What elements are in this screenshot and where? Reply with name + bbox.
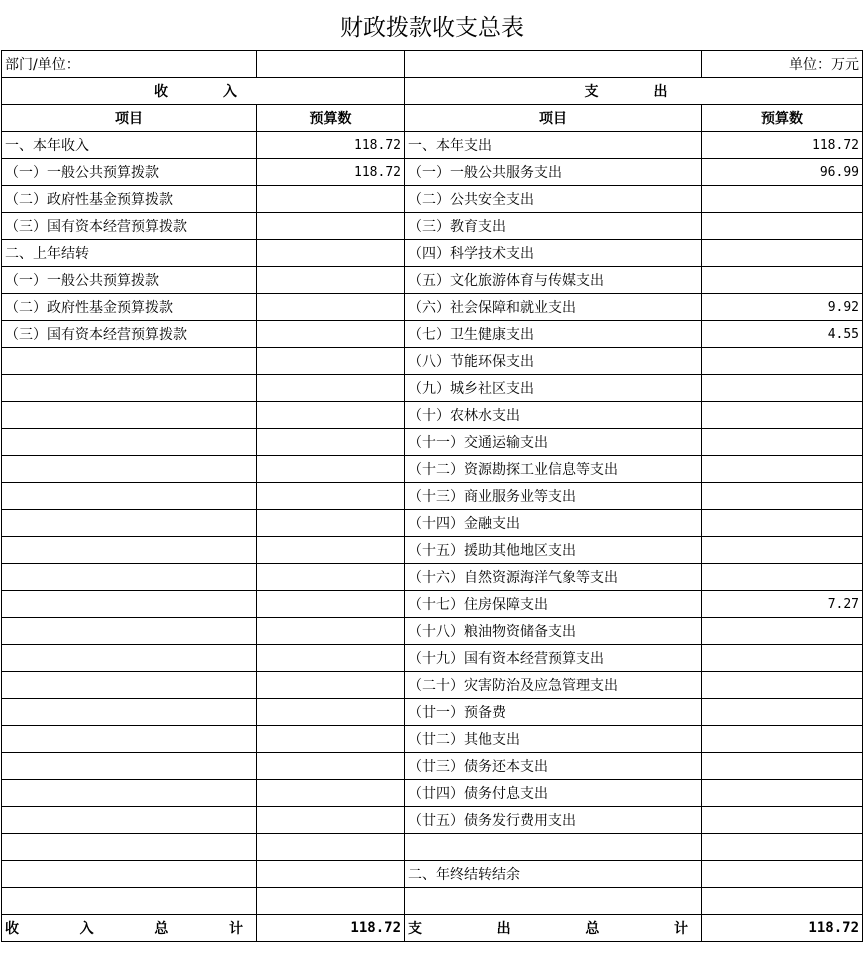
table-row (2, 645, 863, 672)
expense-value-cell (702, 780, 863, 807)
expense-value-cell (702, 861, 863, 888)
expense-value-cell: 118.72 (702, 132, 863, 159)
expense-total-label-char: 总 (585, 921, 600, 937)
income-item-cell (2, 807, 257, 834)
income-item-cell: 二、上年结转 (2, 240, 257, 267)
income-item-cell (2, 564, 257, 591)
income-item-cell (2, 375, 257, 402)
expense-item-cell: （十四）金融支出 (405, 510, 702, 537)
expense-budget-header: 预算数 (702, 105, 863, 132)
income-value-cell (257, 861, 405, 888)
income-value-cell (257, 402, 405, 429)
income-item-cell (2, 456, 257, 483)
income-item-cell (2, 780, 257, 807)
income-value-cell (257, 537, 405, 564)
expense-item-cell: （十九）国有资本经营预算支出 (405, 645, 702, 672)
expense-item-cell: （十五）援助其他地区支出 (405, 537, 702, 564)
dept-value-cell (257, 51, 405, 78)
income-value-cell (257, 591, 405, 618)
table-row (2, 132, 863, 159)
table-row (2, 726, 863, 753)
income-value-cell (257, 564, 405, 591)
income-item-cell (2, 753, 257, 780)
income-budget-header: 预算数 (257, 105, 405, 132)
expense-item-cell: （二）公共安全支出 (405, 186, 702, 213)
income-value-cell: 118.72 (257, 132, 405, 159)
income-item-cell (2, 834, 257, 861)
expense-item-cell: （三）教育支出 (405, 213, 702, 240)
income-value-cell (257, 645, 405, 672)
table-row (2, 186, 863, 213)
expense-item-cell: （廿四）债务付息支出 (405, 780, 702, 807)
income-item-cell: （二）政府性基金预算拨款 (2, 294, 257, 321)
income-value-cell (257, 510, 405, 537)
expense-value-cell (702, 564, 863, 591)
expense-item-cell: （十八）粮油物资储备支出 (405, 618, 702, 645)
meta-row (2, 51, 863, 78)
income-item-cell: （一）一般公共预算拨款 (2, 159, 257, 186)
expense-item-cell: 一、本年支出 (405, 132, 702, 159)
expense-value-cell (702, 888, 863, 915)
table-row (2, 888, 863, 915)
income-item-cell (2, 888, 257, 915)
income-value-cell (257, 294, 405, 321)
expense-value-cell: 96.99 (702, 159, 863, 186)
expense-value-cell (702, 753, 863, 780)
expense-item-cell: （十一）交通运输支出 (405, 429, 702, 456)
income-item-cell (2, 699, 257, 726)
table-row (2, 591, 863, 618)
expense-value-cell (702, 483, 863, 510)
income-value-cell (257, 429, 405, 456)
expense-item-cell (405, 888, 702, 915)
income-item-cell (2, 591, 257, 618)
expense-value-cell (702, 510, 863, 537)
expense-value-cell (702, 348, 863, 375)
expense-total-label-char: 支 (408, 921, 422, 937)
income-total-label-char: 入 (79, 921, 94, 937)
income-item-cell (2, 429, 257, 456)
table-row (2, 564, 863, 591)
income-item-cell (2, 510, 257, 537)
expense-item-cell (405, 834, 702, 861)
table-row (2, 321, 863, 348)
budget-table (1, 50, 863, 942)
table-row (2, 483, 863, 510)
expense-value-cell (702, 618, 863, 645)
expense-value-cell (702, 645, 863, 672)
income-value-cell (257, 348, 405, 375)
income-item-cell: （一）一般公共预算拨款 (2, 267, 257, 294)
report-title: 财政拨款收支总表 (340, 14, 524, 41)
income-item-cell (2, 348, 257, 375)
income-value-cell (257, 672, 405, 699)
income-value-cell (257, 267, 405, 294)
income-value-cell (257, 699, 405, 726)
income-value-cell (257, 186, 405, 213)
income-value-cell (257, 726, 405, 753)
income-item-cell (2, 537, 257, 564)
expense-total-label-char: 出 (496, 921, 511, 937)
unit-label: 单位：万元 (702, 51, 863, 78)
income-item-header: 项目 (2, 105, 257, 132)
expense-item-cell: （廿三）债务还本支出 (405, 753, 702, 780)
expense-value-cell: 4.55 (702, 321, 863, 348)
expense-value-cell (702, 186, 863, 213)
expense-section-label: 支出 (584, 84, 723, 100)
table-row (2, 618, 863, 645)
table-row (2, 780, 863, 807)
table-row (2, 510, 863, 537)
table-row (2, 213, 863, 240)
expense-total-value: 118.72 (702, 915, 863, 942)
income-total-label-char: 收 (5, 921, 19, 937)
expense-value-cell: 7.27 (702, 591, 863, 618)
expense-item-cell: 二、年终结转结余 (405, 861, 702, 888)
expense-item-cell: （十）农林水支出 (405, 402, 702, 429)
income-value-cell (257, 213, 405, 240)
income-section-label: 收入 (154, 84, 292, 100)
income-value-cell (257, 888, 405, 915)
table-row (2, 267, 863, 294)
expense-value-cell (702, 402, 863, 429)
table-row (2, 402, 863, 429)
section-row (2, 78, 863, 105)
expense-item-cell: （十六）自然资源海洋气象等支出 (405, 564, 702, 591)
table-row (2, 429, 863, 456)
expense-value-cell (702, 672, 863, 699)
expense-value-cell: 9.92 (702, 294, 863, 321)
income-value-cell (257, 618, 405, 645)
expense-value-cell (702, 267, 863, 294)
income-item-cell (2, 726, 257, 753)
table-row (2, 753, 863, 780)
income-item-cell (2, 618, 257, 645)
expense-item-cell: （九）城乡社区支出 (405, 375, 702, 402)
income-value-cell (257, 807, 405, 834)
table-row (2, 672, 863, 699)
income-item-cell: （三）国有资本经营预算拨款 (2, 321, 257, 348)
expense-value-cell (702, 213, 863, 240)
totals-row (2, 915, 863, 942)
income-section-header (2, 78, 405, 105)
income-value-cell (257, 483, 405, 510)
table-row (2, 375, 863, 402)
expense-item-cell: （六）社会保障和就业支出 (405, 294, 702, 321)
expense-item-cell: （十七）住房保障支出 (405, 591, 702, 618)
expense-item-cell: （一）一般公共服务支出 (405, 159, 702, 186)
income-item-cell (2, 645, 257, 672)
expense-item-cell: （十二）资源勘探工业信息等支出 (405, 456, 702, 483)
expense-item-header: 项目 (405, 105, 702, 132)
table-row (2, 294, 863, 321)
expense-item-cell: （十三）商业服务业等支出 (405, 483, 702, 510)
table-row (2, 348, 863, 375)
expense-value-cell (702, 834, 863, 861)
income-item-cell: 一、本年收入 (2, 132, 257, 159)
income-item-cell: （二）政府性基金预算拨款 (2, 186, 257, 213)
column-header-row (2, 105, 863, 132)
income-value-cell (257, 780, 405, 807)
table-row (2, 159, 863, 186)
table-row (2, 807, 863, 834)
expense-item-cell: （五）文化旅游体育与传媒支出 (405, 267, 702, 294)
expense-value-cell (702, 807, 863, 834)
income-total-label-char: 总 (154, 921, 169, 937)
expense-item-cell: （廿一）预备费 (405, 699, 702, 726)
income-item-cell (2, 402, 257, 429)
expense-item-cell: （廿五）债务发行费用支出 (405, 807, 702, 834)
income-value-cell (257, 834, 405, 861)
income-item-cell (2, 483, 257, 510)
income-item-cell (2, 672, 257, 699)
expense-value-cell (702, 699, 863, 726)
expense-section-header (405, 78, 863, 105)
table-row (2, 834, 863, 861)
expense-value-cell (702, 726, 863, 753)
income-value-cell (257, 240, 405, 267)
expense-item-cell: （七）卫生健康支出 (405, 321, 702, 348)
expense-value-cell (702, 375, 863, 402)
income-total-label-char: 计 (228, 921, 243, 937)
expense-item-cell: （廿二）其他支出 (405, 726, 702, 753)
income-item-cell: （三）国有资本经营预算拨款 (2, 213, 257, 240)
income-total-value: 118.72 (257, 915, 405, 942)
income-item-cell (2, 861, 257, 888)
expense-total-label (405, 915, 702, 942)
meta-empty-cell (405, 51, 702, 78)
expense-value-cell (702, 429, 863, 456)
expense-item-cell: （二十）灾害防治及应急管理支出 (405, 672, 702, 699)
income-total-label (2, 915, 257, 942)
expense-item-cell: （八）节能环保支出 (405, 348, 702, 375)
income-value-cell: 118.72 (257, 159, 405, 186)
income-value-cell (257, 753, 405, 780)
income-value-cell (257, 375, 405, 402)
table-row (2, 456, 863, 483)
table-row (2, 537, 863, 564)
expense-value-cell (702, 456, 863, 483)
expense-value-cell (702, 240, 863, 267)
expense-total-label-char: 计 (673, 921, 688, 937)
income-value-cell (257, 321, 405, 348)
income-value-cell (257, 456, 405, 483)
expense-item-cell: （四）科学技术支出 (405, 240, 702, 267)
dept-label: 部门/单位： (2, 51, 257, 78)
expense-value-cell (702, 537, 863, 564)
table-row (2, 240, 863, 267)
table-row (2, 861, 863, 888)
table-row (2, 699, 863, 726)
